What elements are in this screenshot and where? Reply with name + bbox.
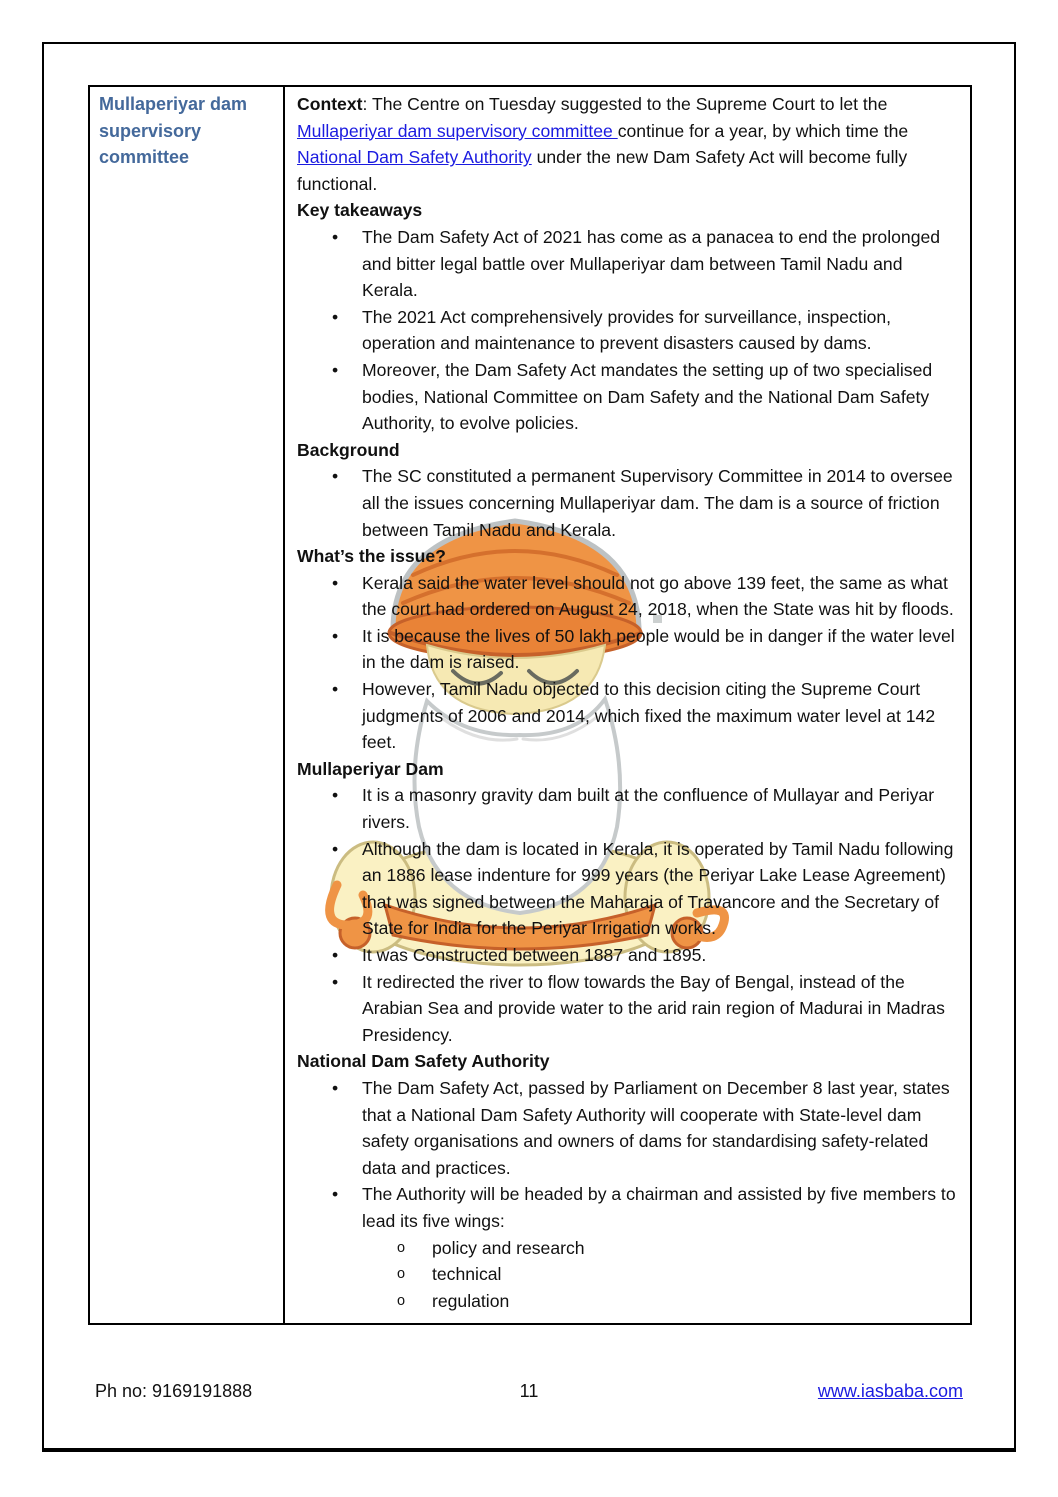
bullet-marker: •	[332, 1184, 339, 1205]
bullet-text: The SC constituted a permanent Supervisory Committee in 2014 to oversee all the issues concerning Mullaperiyar dam. The dam is a source of friction between Tamil Nadu and Kerala.	[362, 466, 953, 540]
bullet-item	[297, 1075, 956, 1181]
supervisory-committee-link[interactable]: Mullaperiyar dam supervisory committee	[297, 120, 618, 141]
bullet-text: The 2021 Act comprehensively provides for surveillance, inspection, operation and maintenance to prevent disasters caused by dams.	[362, 306, 892, 354]
section-heading: Background	[297, 439, 400, 460]
sub-bullet-marker: o	[397, 1239, 406, 1256]
sub-bullet-text: regulation	[432, 1290, 510, 1311]
bullet-marker: •	[332, 226, 339, 247]
bullet-item	[297, 224, 956, 304]
footer-page-number: 11	[519, 1381, 539, 1401]
sub-bullet-marker: o	[397, 1266, 406, 1283]
context-paragraph	[297, 91, 956, 197]
footer-phone: Ph no: 9169191888	[95, 1381, 253, 1401]
bullet-marker: •	[332, 572, 339, 593]
bullet-marker: •	[332, 625, 339, 646]
topic-content-cell	[285, 87, 970, 1323]
bullet-item	[297, 623, 956, 676]
context-text-1: : The Centre on Tuesday suggested to the Supreme Court to let the	[362, 94, 888, 114]
bullet-item	[297, 942, 956, 969]
bullet-text: The Dam Safety Act of 2021 has come as a panacea to end the prolonged and bitter legal battle over Mullaperiyar dam between Tamil Nadu and Kerala.	[362, 226, 941, 301]
sub-bullet-text: policy and research	[432, 1237, 585, 1258]
bullet-text: Moreover, the Dam Safety Act mandates the setting up of two specialised bodies, National Committee on Dam Safety and the National Dam Safety Authority, to evolve policies.	[362, 359, 933, 434]
bullet-text: It redirected the river to flow towards the Bay of Bengal, instead of the Arabian Sea and provide water to the arid rain region of Madurai in Madras Presidency.	[362, 971, 945, 1045]
bullet-marker: •	[332, 785, 339, 806]
bullet-item	[297, 570, 956, 623]
bullet-marker: •	[332, 945, 339, 965]
bullet-text: The Authority will be headed by a chairman and assisted by five members to lead its five wings:	[362, 1184, 956, 1231]
bullet-item	[297, 463, 956, 543]
bullet-marker: •	[332, 971, 339, 992]
sub-bullet-item	[297, 1235, 956, 1262]
sub-bullet-text: technical	[432, 1264, 502, 1285]
bullet-item	[297, 836, 956, 942]
bullet-item	[297, 1181, 956, 1234]
section-heading: What’s the issue?	[297, 546, 446, 567]
bullet-text: Although the dam is located in Kerala, it is operated by Tamil Nadu following an 1886 lease indenture for 999 years (the Periyar Lake Lease Agreement) that was signed between the Maharaja of Travancore and the Secretary of State for India for the Periyar Irrigation works.	[362, 838, 954, 939]
national-dam-safety-authority-link[interactable]: National Dam Safety Authority	[297, 147, 532, 168]
bullet-marker: •	[332, 306, 339, 327]
sections-container	[297, 197, 956, 1314]
context-label: Context	[297, 94, 363, 114]
topic-title-cell	[90, 87, 285, 1323]
section-heading: Key takeaways	[297, 200, 423, 221]
bullet-text: Kerala said the water level should not go above 139 feet, the same as what the court had ordered on August 24, 2018, when the State was hit by floods.	[362, 572, 954, 620]
bullet-text: It was Constructed between 1887 and 1895.	[362, 945, 707, 965]
section-heading: National Dam Safety Authority	[297, 1051, 550, 1072]
bullet-marker: •	[332, 359, 339, 380]
bullet-item	[297, 782, 956, 835]
footer-website-link[interactable]: www.iasbaba.com	[817, 1381, 963, 1401]
bullet-marker: •	[332, 679, 339, 700]
sub-bullet-item	[297, 1288, 956, 1315]
sub-bullet-marker: o	[397, 1292, 406, 1309]
bullet-marker: •	[332, 838, 339, 859]
bullet-item	[297, 357, 956, 437]
context-text-3: under the new Dam Safety Act will become fully functional.	[297, 147, 908, 194]
bullet-text: It is a masonry gravity dam built at the confluence of Mullayar and Periyar rivers.	[362, 785, 935, 833]
context-text-2: continue for a year, by which time the	[617, 120, 909, 141]
bullet-marker: •	[332, 1077, 339, 1098]
bullet-text: It is because the lives of 50 lakh people would be in danger if the water level in the dam is raised.	[362, 625, 955, 673]
page-footer	[95, 1381, 963, 1402]
bullet-item	[297, 969, 956, 1049]
section-heading: Mullaperiyar Dam	[297, 758, 444, 779]
bullet-text: However, Tamil Nadu objected to this decision citing the Supreme Court judgments of 2006 and 2014, which fixed the maximum water level at 142 feet.	[362, 679, 936, 753]
topic-title: Mullaperiyar dam supervisory committee	[99, 94, 248, 167]
bullet-item	[297, 676, 956, 756]
bullet-item	[297, 304, 956, 357]
topic-table	[88, 85, 972, 1325]
sub-bullet-item	[297, 1261, 956, 1288]
bullet-text: The Dam Safety Act, passed by Parliament on December 8 last year, states that a National Dam Safety Authority will cooperate with State-level dam safety organisations and owners of dams for standardising safety-related data and practices.	[362, 1077, 950, 1178]
bullet-marker: •	[332, 466, 339, 487]
